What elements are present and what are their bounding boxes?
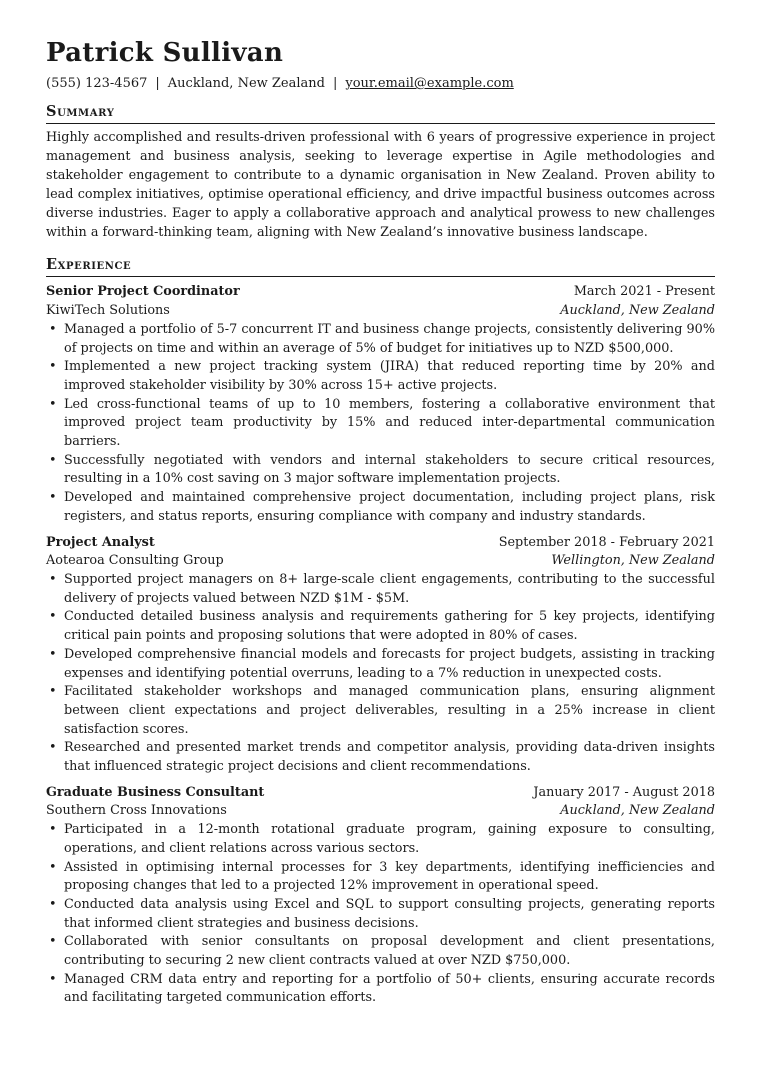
bullet-item: • Researched and presented market trends and competitor analysis, providing data-driven insights that influenced strategic project decisions and client recommendations. [46, 739, 715, 776]
job-dates: March 2021 - Present [573, 284, 715, 300]
bullet-item: • Supported project managers on 8+ large-scale client engagements, contributing to the successful delivery of projects valued between NZD $1M - $5M. [46, 571, 715, 608]
job-company: Aotearoa Consulting Group [46, 553, 224, 569]
experience-heading: Experience [46, 256, 715, 277]
job-location: Wellington, New Zealand [551, 553, 715, 569]
phone-number: (555) 123-4567 [46, 76, 148, 91]
job-bullets [46, 321, 715, 527]
job-entry [46, 283, 715, 526]
bullet-item: • Collaborated with senior consultants on proposal development and client presentations, contributing to securing 2 new client contracts valued at over NZD $750,000. [46, 933, 715, 970]
job-bullets [46, 821, 715, 1008]
job-dates: September 2018 - February 2021 [498, 534, 715, 550]
bullet-item: • Successfully negotiated with vendors and internal stakeholders to secure critical resources, resulting in a 10% cost saving on 3 major software implementation projects. [46, 452, 715, 489]
bullet-item: • Developed and maintained comprehensive project documentation, including project plans, risk registers, and status reports, ensuring compliance with company and industry standards. [46, 489, 715, 526]
bullet-item: • Managed CRM data entry and reporting for a portfolio of 50+ clients, ensuring accurate records and facilitating targeted communication efforts. [46, 971, 715, 1008]
bullet-item: • Participated in a 12-month rotational graduate program, gaining exposure to consulting, operations, and client relations across various sectors. [46, 821, 715, 858]
job-role: Graduate Business Consultant [46, 784, 265, 800]
bullet-item: • Led cross-functional teams of up to 10 members, fostering a collaborative environment that improved project team productivity by 15% and reduced inter-departmental communication barriers. [46, 396, 715, 452]
job-entry [46, 534, 715, 777]
contact-separator: | [155, 76, 160, 91]
summary-text: Highly accomplished and results-driven professional with 6 years of progressive experience in project management and business analysis, seeking to leverage expertise in Agile methodologies and stakeholder engagement to contribute to a dynamic organisation in New Zealand. Proven ability to lead complex initiatives, optimise operational efficiency, and drive impactful business outcomes across diverse industries. Eager to apply a collaborative approach and analytical prowess to new challenges within a forward-thinking team, aligning with New Zealand’s innovative business landscape. [46, 130, 715, 240]
job-location: Auckland, New Zealand [560, 303, 715, 319]
contact-separator: | [332, 76, 338, 91]
bullet-item: • Developed comprehensive financial models and forecasts for project budgets, assisting in tracking expenses and identifying potential overruns, leading to a 7% reduction in unexpected costs. [46, 646, 715, 683]
summary-heading: Summary [46, 103, 715, 124]
location-text: Auckland, New Zealand [167, 76, 325, 91]
bullet-item: • Assisted in optimising internal processes for 3 key departments, identifying inefficiencies and proposing changes that led to a projected 12% improvement in operational speed. [46, 859, 715, 896]
bullet-item: • Facilitated stakeholder workshops and managed communication plans, ensuring alignment between client expectations and project deliverables, resulting in a 25% increase in client satisfaction scores. [46, 683, 715, 739]
job-role: Senior Project Coordinator [46, 284, 240, 300]
job-company: KiwiTech Solutions [46, 303, 170, 319]
bullet-item: • Managed a portfolio of 5-7 concurrent IT and business change projects, consistently delivering 90% of projects on time and within an average of 5% of budget for initiatives up to NZD $500,000. [46, 321, 715, 358]
job-company: Southern Cross Innovations [46, 803, 227, 819]
bullet-item: • Conducted data analysis using Excel and SQL to support consulting projects, generating reports that informed client strategies and business decisions. [46, 896, 715, 933]
job-dates: January 2017 - August 2018 [533, 784, 715, 800]
resume-page [46, 38, 715, 1008]
bullet-item: • Implemented a new project tracking system (JIRA) that reduced reporting time by 20% and improved stakeholder visibility by 30% across 15+ active projects. [46, 358, 715, 395]
candidate-name: Patrick Sullivan [46, 38, 284, 68]
bullet-item: • Conducted detailed business analysis and requirements gathering for 5 key projects, identifying critical pain points and proposing solutions that were adopted in 80% of cases. [46, 608, 715, 645]
job-bullets [46, 571, 715, 777]
email-link[interactable]: your.email@example.com [345, 76, 514, 91]
job-role: Project Analyst [46, 534, 155, 550]
contact-line [46, 75, 715, 93]
job-location: Auckland, New Zealand [560, 803, 715, 819]
job-entry [46, 784, 715, 1008]
